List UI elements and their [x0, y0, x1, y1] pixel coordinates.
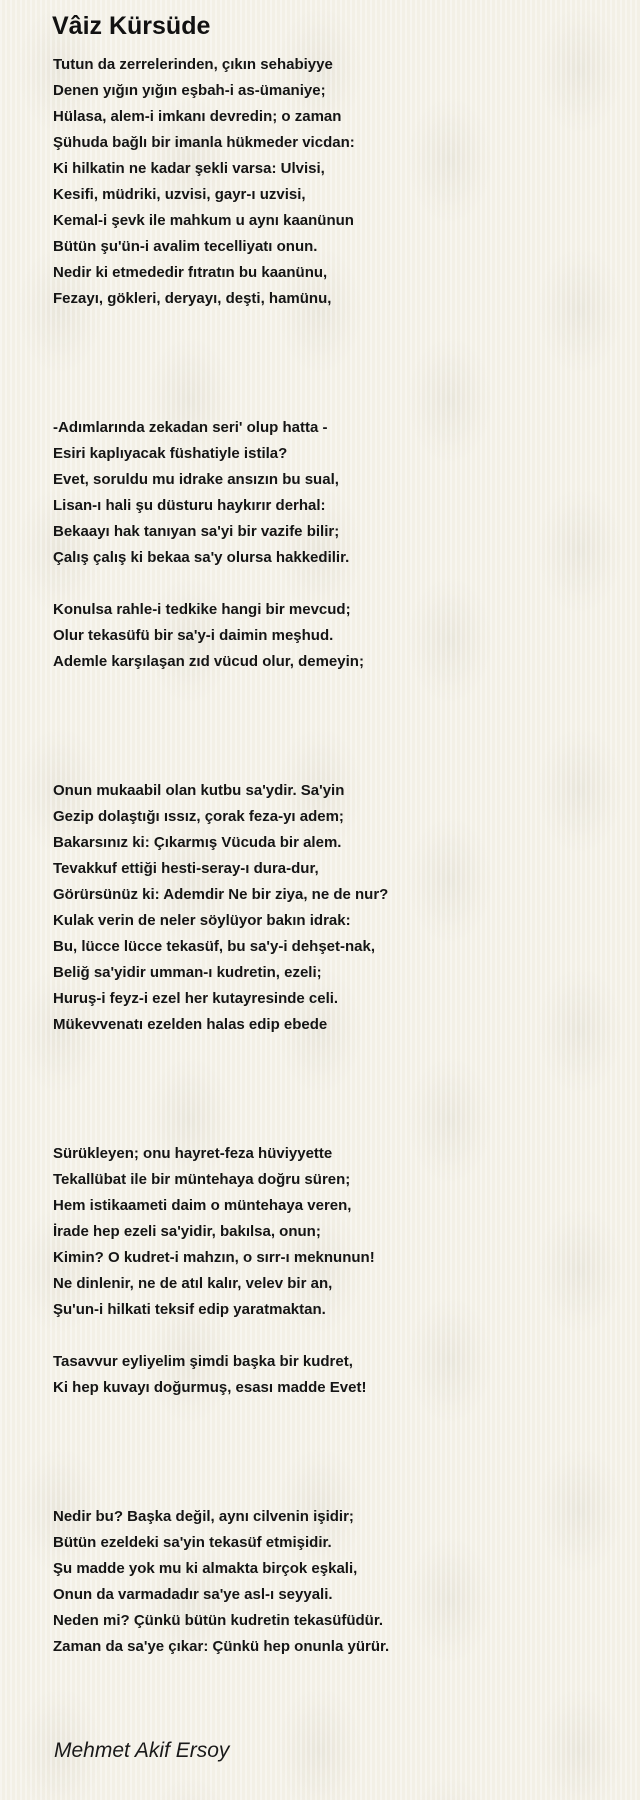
poem-line: Şühuda bağlı bir imanla hükmeder vicdan:: [53, 134, 355, 151]
stanza: [53, 778, 623, 1038]
stanza-gap: [53, 1401, 623, 1504]
poem-line: Olur tekasüfü bir sa'y-i daimin meşhud.: [53, 627, 334, 644]
poem-line: Şu madde yok mu ki almakta birçok eşkali,: [53, 1560, 358, 1577]
poem-line: Beliğ sa'yidir umman-ı kudretin, ezeli;: [53, 964, 322, 981]
poem-line: Tekallübat ile bir müntehaya doğru süren;: [53, 1171, 351, 1188]
poem-line: Ademle karşılaşan zıd vücud olur, demeyin;: [53, 653, 364, 670]
poem-line: Ne dinlenir, ne de atıl kalır, velev bir an,: [53, 1275, 333, 1292]
poem-body: [53, 52, 623, 1660]
stanza-gap: [53, 1323, 623, 1349]
poem-line: İrade hep ezeli sa'yidir, bakılsa, onun;: [53, 1223, 321, 1240]
poem-line: Kimin? O kudret-i mahzın, o sırr-ı meknunun!: [53, 1249, 375, 1266]
poem-line: Mükevvenatı ezelden halas edip ebede: [53, 1016, 328, 1033]
poem-line: Konulsa rahle-i tedkike hangi bir mevcud;: [53, 601, 351, 618]
poem-line: Nedir bu? Başka değil, aynı cilvenin işidir;: [53, 1508, 354, 1525]
stanza: [53, 1349, 623, 1401]
poem-line: Zaman da sa'ye çıkar: Çünkü hep onunla yürür.: [53, 1638, 390, 1655]
poem-line: Denen yığın yığın eşbah-i as-ümaniye;: [53, 82, 326, 99]
poem-line: Şu'un-i hilkati teksif edip yaratmaktan.: [53, 1301, 326, 1318]
poem-line: Onun da varmadadır sa'ye asl-ı seyyali.: [53, 1586, 333, 1603]
poem-line: Ki hep kuvayı doğurmuş, esası madde Evet!: [53, 1379, 367, 1396]
stanza-gap: [53, 675, 623, 778]
poem-line: Bütün ezeldeki sa'yin tekasüf etmişidir.: [53, 1534, 332, 1551]
poem-line: Tutun da zerrelerinden, çıkın sehabiyye: [53, 56, 333, 73]
poem-line: Bu, lücce lücce tekasüf, bu sa'y-i dehşet-nak,: [53, 938, 376, 955]
poem-line: Kesifi, müdriki, uzvisi, gayr-ı uzvisi,: [53, 186, 306, 203]
poem-line: Neden mi? Çünkü bütün kudretin tekasüfüdür.: [53, 1612, 384, 1629]
poem-line: Kulak verin de neler söylüyor bakın idrak:: [53, 912, 351, 929]
poem-line: Kemal-i şevk ile mahkum u aynı kaanünun: [53, 212, 354, 229]
poem-title: Vâiz Kürsüde: [52, 12, 211, 40]
stanza: [53, 597, 623, 675]
poem-line: Görürsünüz ki: Ademdir Ne bir ziya, ne de nur?: [53, 886, 389, 903]
poem-line: Esiri kaplıyacak füshatiyle istila?: [53, 445, 288, 462]
poem-author: Mehmet Akif Ersoy: [54, 1739, 230, 1762]
poem-line: Sürükleyen; onu hayret-feza hüviyyette: [53, 1145, 333, 1162]
stanza-gap: [53, 571, 623, 597]
poem-line: Gezip dolaştığı ıssız, çorak feza-yı adem;: [53, 808, 344, 825]
poem-line: Bekaayı hak tanıyan sa'yi bir vazife bilir;: [53, 523, 340, 540]
poem-line: Çalış çalış ki bekaa sa'y olursa hakkedilir.: [53, 549, 350, 566]
poem-line: Hem istikaameti daim o müntehaya veren,: [53, 1197, 352, 1214]
stanza: [53, 52, 623, 312]
poem-line: Nedir ki etmededir fıtratın bu kaanünu,: [53, 264, 328, 281]
poem-line: Ki hilkatin ne kadar şekli varsa: Ulvisi,: [53, 160, 325, 177]
poem-line: Fezayı, gökleri, deryayı, deşti, hamünu,: [53, 290, 332, 307]
poem-line: Hülasa, alem-i imkanı devredin; o zaman: [53, 108, 342, 125]
poem-line: Huruş-i feyz-i ezel her kutayresinde celi.: [53, 990, 339, 1007]
stanza-gap: [53, 1038, 623, 1141]
poem-line: Onun mukaabil olan kutbu sa'ydir. Sa'yin: [53, 782, 345, 799]
poem-line: Tasavvur eyliyelim şimdi başka bir kudret,: [53, 1353, 353, 1370]
stanza: [53, 1141, 623, 1323]
poem-line: Lisan-ı hali şu düsturu haykırır derhal:: [53, 497, 326, 514]
poem-line: Bütün şu'ün-i avalim tecelliyatı onun.: [53, 238, 318, 255]
poem-line: Tevakkuf ettiği hesti-seray-ı dura-dur,: [53, 860, 319, 877]
stanza-gap: [53, 312, 623, 415]
poem-line: Evet, soruldu mu idrake ansızın bu sual,: [53, 471, 339, 488]
stanza: [53, 1504, 623, 1660]
poem-line: -Adımlarında zekadan seri' olup hatta -: [53, 419, 328, 436]
stanza: [53, 415, 623, 571]
poem-line: Bakarsınız ki: Çıkarmış Vücuda bir alem.: [53, 834, 342, 851]
